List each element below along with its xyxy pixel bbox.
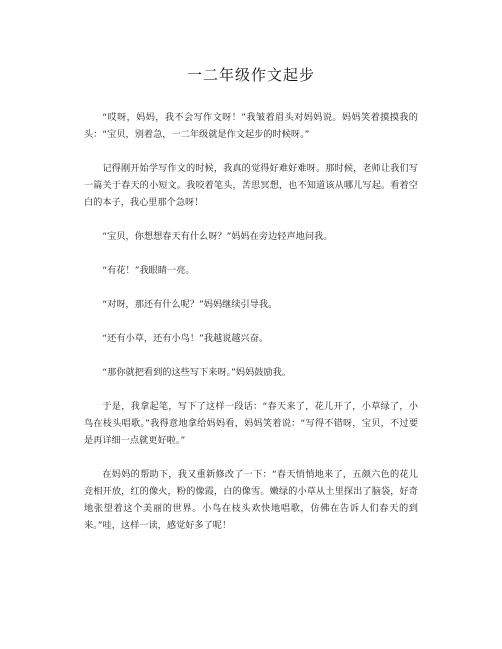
- paragraph: 记得刚开始学写作文的时候，我真的觉得好难好难呀。那时候，老师让我们写一篇关于春天的小短文。我咬着笔头，苦思冥想，也不知道该从哪儿写起。看着空白的本子，我心里那个急呀！: [84, 163, 418, 208]
- paragraph: “哎呀，妈妈，我不会写作文呀！”我皱着眉头对妈妈说。妈妈笑着摸摸我的头：“宝贝，别着急，一二年级就是作文起步的时候呀。”: [84, 112, 418, 140]
- paragraph: “宝贝，你想想春天有什么呀？”妈妈在旁边轻声地问我。: [102, 231, 333, 242]
- paragraph: “对呀，那还有什么呢？”妈妈继续引导我。: [102, 299, 278, 310]
- paragraph: “那你就把看到的这些写下来呀。”妈妈鼓励我。: [102, 367, 292, 378]
- document-title: 一二年级作文起步: [186, 66, 315, 84]
- paragraph: “有花！”我眼睛一亮。: [102, 265, 195, 276]
- paragraph: 在妈妈的帮助下，我又重新修改了一下：“春天悄悄地来了，五颜六色的花儿竞相开放，红的像火，粉的像霞，白的像雪。嫩绿的小草从土里探出了脑袋，好奇地张望着这个美丽的世界。小鸟在枝头欢快地唱歌，仿佛在告诉人们春天的到来。”哇，这样一读，感觉好多了呢！: [84, 469, 418, 531]
- paragraph: “还有小草，还有小鸟！”我越说越兴奋。: [102, 333, 269, 344]
- paragraph: 于是，我拿起笔，写下了这样一段话：“春天来了，花儿开了，小草绿了，小鸟在枝头唱歌。”我得意地拿给妈妈看，妈妈笑着说：“写得不错呀，宝贝，不过要是再详细一点就更好啦。”: [84, 401, 418, 446]
